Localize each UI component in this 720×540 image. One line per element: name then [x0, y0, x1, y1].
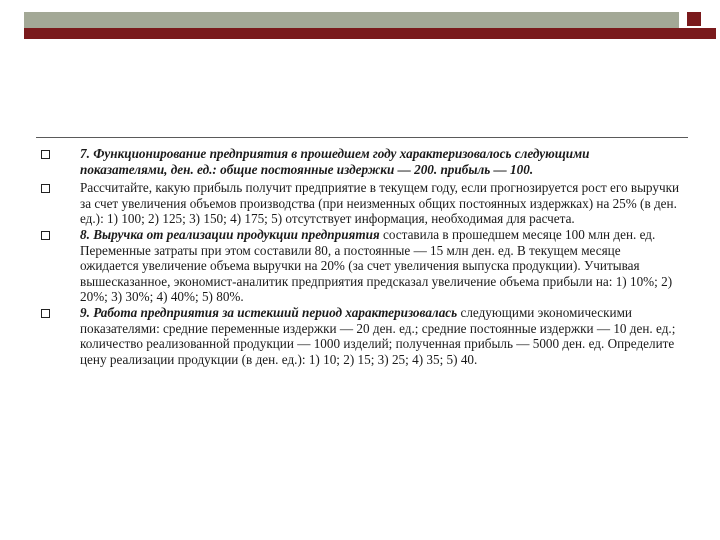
header-band	[24, 12, 679, 28]
item-lead: 9. Работа предприятия за истекший период характеризовалась	[80, 304, 458, 320]
square-bullet-icon	[41, 150, 50, 159]
square-bullet-icon	[41, 184, 50, 193]
header-accent-rule	[24, 28, 716, 39]
item-lead: 8. Выручка от реализации продукции предприятия	[80, 226, 380, 242]
corner-accent-box	[687, 12, 701, 26]
list-item	[40, 305, 680, 367]
list-item	[40, 146, 680, 177]
list-item	[40, 180, 680, 227]
problem-list	[40, 146, 680, 367]
list-item	[40, 227, 680, 305]
square-bullet-icon	[41, 231, 50, 240]
item-text: 7. Функционирование предприятия в прошедшем году характеризовалось следующими показателями, ден. ед.: общие постоянные издержки — 200. прибыль — 100.	[80, 146, 590, 177]
item-text: составила в прошедшем месяце 100 млн ден. ед. Переменные затраты при этом составили 80, а постоянные — 15 млн ден. ед. В текущем месяце ожидается увеличение объема выручки на 20% (за счет увеличения выпуска продукции). Учитывая вышесказанное, экономист-аналитик предприятия предсказал увеличение объема прибыли на: 1) 10%; 2) 20%; 3) 30%; 4) 40%; 5) 80%.	[80, 226, 673, 305]
square-bullet-icon	[41, 309, 50, 318]
item-text: Рассчитайте, какую прибыль получит предприятие в текущем году, если прогнозируется рост его выручки за счет увеличения объемов производства (при неизменных общих постоянных издержках) на 25% (в ден. ед.): 1) 100; 2) 125; 3) 150; 4) 175; 5) отсутствует информация, необходимая для расчета.	[80, 180, 680, 227]
title-divider	[36, 137, 688, 138]
item-text: следующими экономическими показателями: средние переменные издержки — 20 ден. ед.; средние постоянные издержки — 10 ден. ед.; количество реализованной продукции — 1000 изделий; полученная прибыль — 5000 ден. ед. Определите цену реализации продукции (в ден. ед.): 1) 10; 2) 15; 3) 25; 4) 35; 5) 40.	[80, 304, 676, 367]
